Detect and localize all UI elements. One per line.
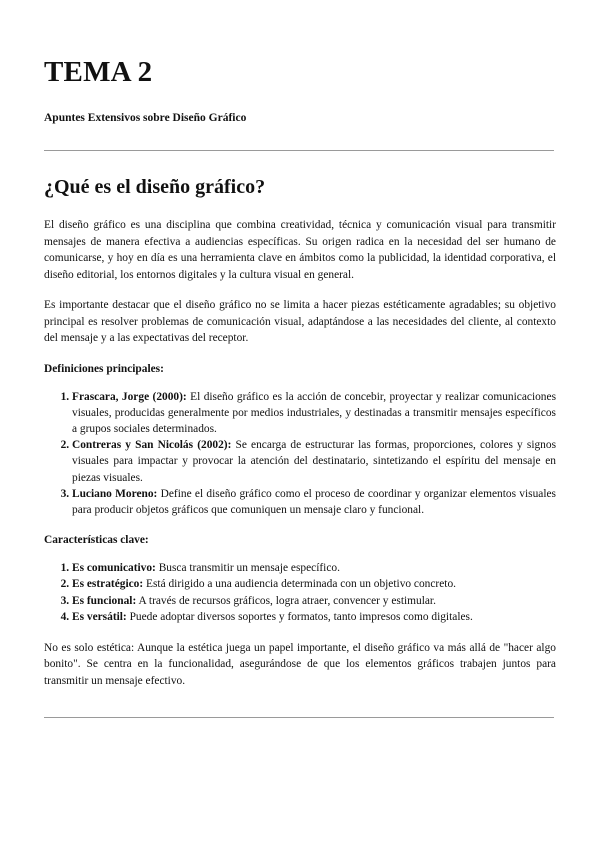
characteristic-text: Busca transmitir un mensaje específico.: [155, 562, 340, 575]
characteristic-label: Es estratégico:: [72, 578, 144, 591]
definition-author: Frascara, Jorge (2000):: [72, 390, 187, 403]
bottom-divider: [44, 717, 554, 718]
definition-author: Contreras y San Nicolás (2002):: [72, 439, 232, 452]
definition-text: Define el diseño gráfico como el proceso de coordinar y organizar elementos visuales para producir objetos gráficos que comuniquen un mensaje claro y funcional.: [72, 487, 556, 516]
top-divider: [44, 150, 554, 151]
intro-paragraph: El diseño gráfico es una disciplina que combina creatividad, técnica y comunicación visual para transmitir mensajes de manera efectiva a audiencias específicas. Su origen radica en la necesidad del ser humano de comunicarse, y hoy en día es una herramienta clave en ámbitos como la publicidad, la identidad corporativa, el diseño editorial, los entornos digitales y la cultura visual en general.: [44, 219, 556, 281]
importance-paragraph: Es importante destacar que el diseño gráfico no se limita a hacer piezas estéticamente agradables; su objetivo principal es resolver problemas de comunicación visual, adaptándose a las necesidades del cliente, al contexto del mensaje y a las expectativas del receptor.: [44, 299, 556, 344]
main-content: [44, 176, 556, 703]
characteristic-label: Es versátil:: [72, 610, 127, 623]
definitions-title: Definiciones principales:: [44, 362, 164, 375]
page-subtitle: Apuntes Extensivos sobre Diseño Gráfico: [44, 112, 247, 124]
characteristic-label: Es funcional:: [72, 594, 137, 607]
characteristics-list: [44, 560, 556, 625]
characteristic-text: A través de recursos gráficos, logra atraer, convencer y estimular.: [136, 594, 436, 607]
characteristic-item: [72, 576, 556, 592]
definition-author: Luciano Moreno:: [72, 487, 158, 500]
definition-text: El diseño gráfico es la acción de concebir, proyectar y realizar comunicaciones visuales, producidas generalmente por medios industriales, y destinadas a transmitir mensajes específicos a grupos sociales determinados.: [72, 390, 556, 435]
characteristic-item: [72, 609, 556, 625]
characteristic-item: [72, 560, 556, 576]
section-heading: ¿Qué es el diseño gráfico?: [44, 176, 266, 198]
characteristic-text: Está dirigido a una audiencia determinada con un objetivo concreto.: [143, 578, 456, 591]
characteristic-item: [72, 593, 556, 609]
definition-text: Se encarga de estructurar las formas, proporciones, colores y signos visuales para impactar y provocar la atención del destinatario, sintetizando el espíritu del mensaje en piezas visuales.: [72, 439, 557, 484]
characteristic-label: Es comunicativo:: [72, 562, 156, 575]
definitions-list: [44, 389, 556, 519]
definition-item: [72, 486, 556, 518]
closing-paragraph: No es solo estética: Aunque la estética juega un papel importante, el diseño gráfico va más allá de "hacer algo bonito". Se centra en la funcionalidad, asegurándose de que los elementos gráficos trabajen juntos para transmitir un mensaje efectivo.: [44, 641, 556, 687]
definition-item: [72, 437, 556, 486]
page-title: TEMA 2: [44, 56, 153, 88]
definition-item: [72, 389, 556, 438]
characteristic-text: Puede adoptar diversos soportes y formatos, tanto impresos como digitales.: [126, 610, 473, 623]
characteristics-title: Características clave:: [44, 534, 149, 547]
